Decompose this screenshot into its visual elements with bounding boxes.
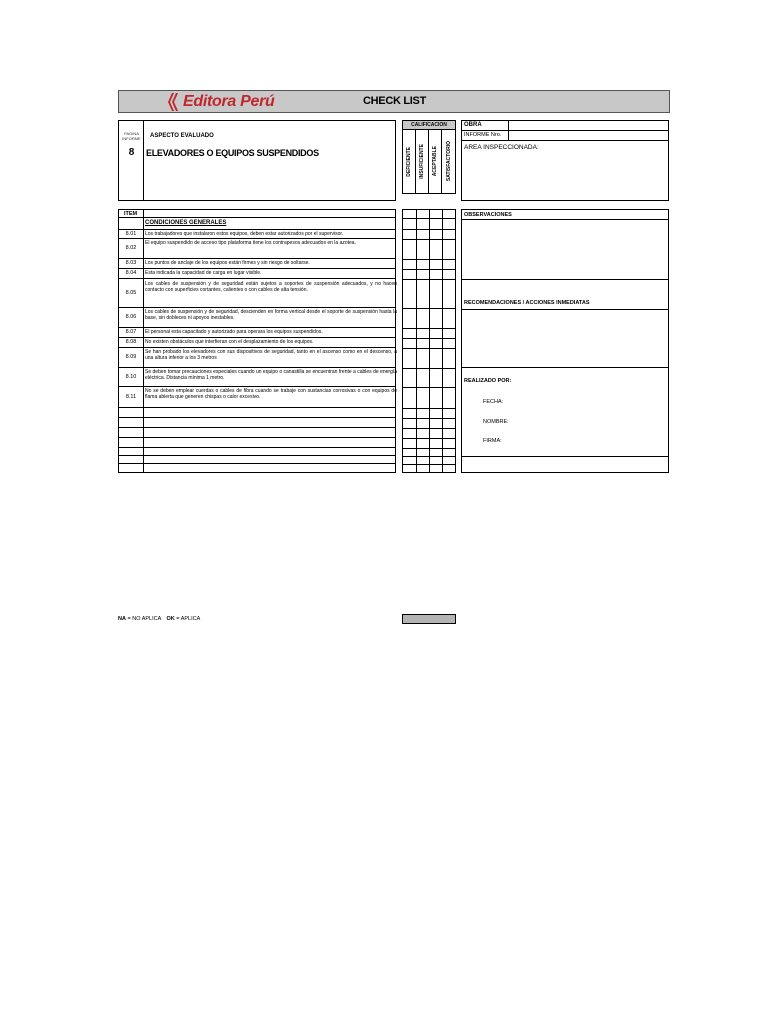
rating-row-line [403,269,455,270]
row-text: Los cables de suspensión y de seguridad están sujetos a soportes de suspensión adecuados, y no hacen contacto con superficies cortantes, calientes o con cables de alta tensión. [145,281,397,293]
rating-row-line [403,368,455,369]
rating-row-line [403,229,455,230]
aspect-label: ASPECTO EVALUADO [150,133,214,139]
col-satisfactorio-label: SATISFACTORIO [445,141,452,182]
nombre-label: NOMBRE: [483,419,509,425]
col-satisfactorio [442,130,455,193]
row-number: 8.08 [125,339,137,345]
rating-divider [442,210,443,472]
rating-row-line [403,218,455,219]
col-aceptable-label: ACEPTABLE [432,146,438,177]
ok-text: = APLICA [176,616,201,622]
empty-row [119,438,395,448]
row-text: Se han probado los elevadores con sus dispositivos de seguridad, tanto en el ascenso como en el descenso, a una altura inferior a los 3 metros [145,349,397,361]
area-label: AREA INSPECCIONADA: [464,144,539,151]
row-text: El personal esta capacitado y autorizado para operara los equipos suspendidos. [145,329,323,335]
aspect-name: ELEVADORES O EQUIPOS SUSPENDIDOS [146,148,319,158]
row-number: 8.07 [125,329,137,335]
recomendaciones-header [462,280,668,310]
page-title: CHECK LIST [363,95,427,107]
row-text: El equipo suspendido de acceso tipo plataforma tiene los contrapesos adecuados en la azotea. [145,240,356,246]
fecha-label: FECHA: [483,399,504,405]
empty-row [119,418,395,428]
obra-row [462,121,668,131]
editora-peru-logo-icon [165,92,179,112]
col-deficiente [403,130,416,193]
rating-row-line [403,408,455,409]
row-number: 8.01 [125,231,137,237]
rating-row-line [403,338,455,339]
row-number: 8.09 [125,354,137,360]
col-insuficiente-label: INSUFICIENTE [419,144,425,179]
recomendaciones-area[interactable] [462,310,668,368]
obra-label: OBRA [464,122,482,128]
firma-label: FIRMA: [483,438,502,444]
page-report-label: PAGINA INFORME [122,131,141,141]
recomendaciones-label: RECOMENDACIONES / ACCIONES INMEDIATAS [464,300,590,306]
row-number: 8.05 [125,290,137,296]
table-row [119,279,395,308]
calificacion-box [402,120,456,194]
logo [165,91,275,112]
section-title: CONDICIONES GENERALES [145,220,227,226]
col-insuficiente [416,130,429,193]
table-header-row [119,210,395,218]
observaciones-label: OBSERVACIONES [464,212,512,218]
item-header: ITEM [124,211,138,217]
calificacion-columns [403,130,455,193]
legend-box [402,614,456,624]
rating-row-line [403,279,455,280]
empty-row [119,456,395,464]
table-row [119,338,395,348]
legend [118,616,200,622]
rating-row-line [403,387,455,388]
rating-row-line [403,456,455,457]
row-number: 8.04 [125,270,137,276]
informe-row [462,131,668,141]
row-number: 8.11 [125,394,137,400]
row-text: Esta indicada la capacidad de carga en lugar visible. [145,270,262,276]
row-text: Se deben tomar precauciones especiales cuando un equipo o canastilla se encuentran frente a cables de energía eléctrica. Distancia mínima 1 metro. [145,369,397,381]
rating-grid[interactable] [402,209,456,473]
rating-row-line [403,308,455,309]
row-number: 8.10 [125,374,137,380]
table-row [119,269,395,279]
rating-divider [429,210,430,472]
table-row [119,348,395,368]
table-row [119,328,395,338]
row-text: Los puntos de anclaje de los equipos están firmes y sin riesgo de soltarse. [145,260,310,266]
rating-row-line [403,348,455,349]
rating-row-line [403,438,455,439]
rating-row-line [403,239,455,240]
table-row [119,239,395,259]
realizado-label: REALIZADO POR: [464,378,512,384]
table-row [119,230,395,239]
rating-divider [416,210,417,472]
empty-row [119,408,395,418]
bottom-divider [462,456,668,457]
checklist-table [118,209,396,473]
row-text: No existen obstáculos que interfieran con el desplazamiento de los equipos. [145,339,314,345]
row-text: No se deben emplear cuerdas o cables de fibra cuando se trabaje con sustancias corrosivas o con equipos de flama abierta que generen chispas o calor excesivo. [145,388,397,400]
informe-label: INFORME Nro. [464,132,502,138]
row-number: 8.02 [125,245,137,251]
ok-code: OK [166,616,175,622]
logo-text: Editora Perú [183,92,275,110]
row-text: Los trabajadores que instalaron estos equipos, deben estar autorizados por el supervisor. [145,231,344,237]
row-number: 8.03 [125,260,137,266]
col-deficiente-label: DEFICIENTE [406,146,412,177]
table-row [119,368,395,387]
na-text: = NO APLICA [127,616,161,622]
rating-row-line [403,328,455,329]
col-aceptable [429,130,442,193]
table-row [119,387,395,408]
observaciones-header [462,210,668,220]
table-row [119,308,395,328]
rating-row-line [403,259,455,260]
empty-row [119,448,395,456]
rating-row-line [403,448,455,449]
calificacion-title: CALIFICACION [403,121,455,130]
row-number: 8.06 [125,314,137,320]
empty-row [119,428,395,438]
observaciones-area[interactable] [462,220,668,280]
table-row [119,259,395,269]
na-code: NA [118,616,126,622]
rating-row-line [403,418,455,419]
row-text: Los cables de suspensión y de seguridad, descienden en forma vertical desde el soporte de suspensión hasta la base, sin dobleces ni apoyos inestables. [145,309,397,321]
rating-row-line [403,464,455,465]
aspect-box [118,120,396,201]
observations-panel [461,209,669,473]
info-box [461,120,669,201]
aspect-number: 8 [128,147,135,158]
rating-row-line [403,428,455,429]
